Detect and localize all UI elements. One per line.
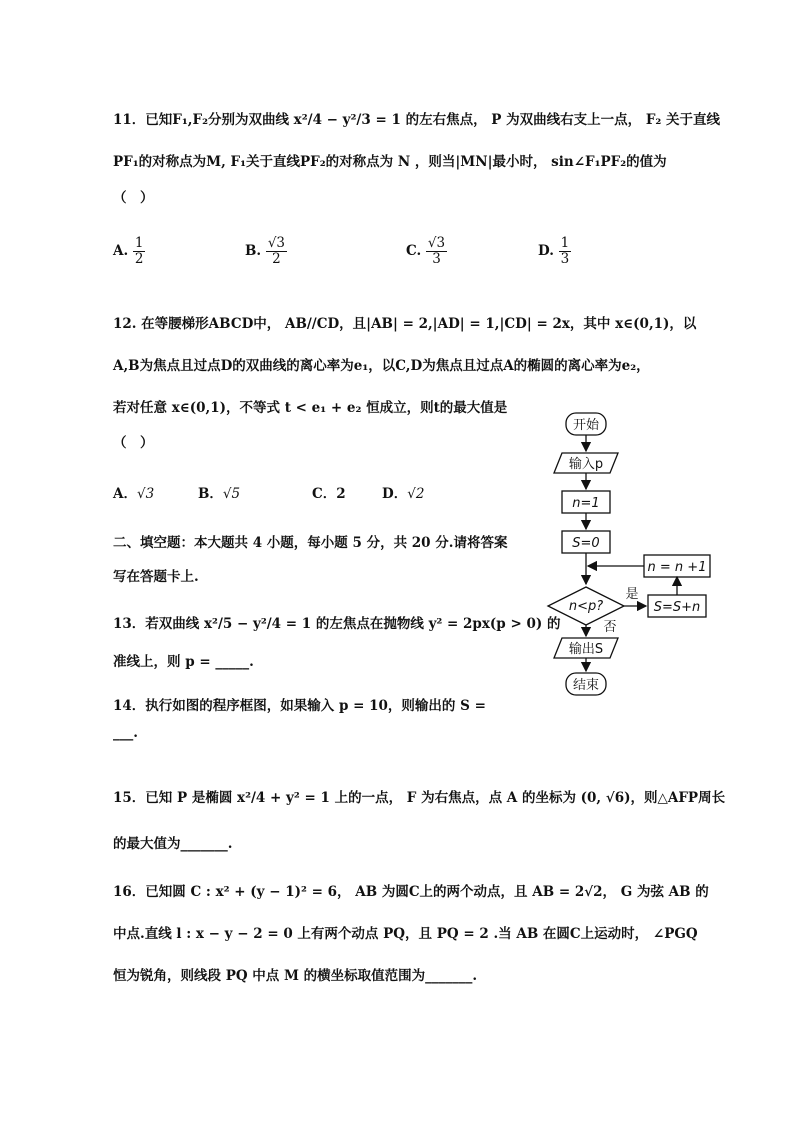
q12-option-b: B．√5: [198, 486, 241, 502]
yes-label: 是: [625, 587, 639, 602]
q15-line2: 的最大值为_______.: [113, 836, 233, 852]
q11-option-d: D. $\frac{1}{3}$: [538, 235, 570, 267]
end-label: 结束: [572, 678, 600, 693]
q12-option-d: D．√2: [382, 486, 425, 502]
q12-option-a: A．√3: [113, 486, 155, 502]
q14-line1: 14．执行如图的程序框图，如果输入 p = 10，则输出的 S =: [113, 698, 486, 714]
q16-line2: 中点.直线 l : x − y − 2 = 0 上有两个动点 PQ，且 PQ = 2 .当 AB 在圆C上运动时， ∠PGQ: [113, 926, 698, 942]
program-flowchart: [540, 405, 720, 700]
section2-line1: 二、填空题：本大题共 4 小题，每小题 5 分，共 20 分.请将答案: [113, 535, 508, 551]
q16-line3: 恒为锐角，则线段 PQ 中点 M 的横坐标取值范围为_______.: [113, 968, 478, 984]
start-label: 开始: [572, 418, 600, 433]
q12-option-c: C．2: [312, 486, 346, 502]
condition-label: n<p?: [568, 599, 604, 614]
update-s-label: S=S+n: [653, 600, 701, 615]
init-n-label: n=1: [572, 496, 600, 511]
q12-line1: 12. 在等腰梯形ABCD中， AB//CD，且|AB| = 2,|AD| = 1,|CD| = 2x，其中 x∈(0,1)，以: [113, 316, 697, 332]
section2-line2: 写在答题卡上.: [113, 569, 199, 585]
q12-paren: （ ）: [113, 435, 154, 451]
q11-line2: PF₁的对称点为M, F₁关于直线PF₂的对称点为 N ，则当|MN|最小时， sin∠F₁PF₂的值为: [113, 154, 667, 170]
q13-line2: 准线上，则 p = _____.: [113, 654, 254, 670]
no-label: 否: [603, 620, 617, 635]
q11-paren: （ ）: [113, 190, 154, 206]
q12-line3: 若对任意 x∈(0,1)，不等式 t < e₁ + e₂ 恒成立，则t的最大值是: [113, 400, 508, 416]
output-label: 输出S: [568, 642, 604, 657]
q13-line1: 13．若双曲线 x²/5 − y²/4 = 1 的左焦点在抛物线 y² = 2px(p > 0) 的: [113, 616, 561, 632]
input-label: 输入p: [568, 457, 604, 472]
update-n-label: n = n +1: [647, 560, 707, 575]
q14-line2: ___.: [113, 725, 138, 741]
q11-option-a: A. $\frac{1}{2}$: [113, 235, 144, 267]
q16-line1: 16．已知圆 C : x² + (y − 1)² = 6， AB 为圆C上的两个动点，且 AB = 2√2， G 为弦 AB 的: [113, 884, 709, 900]
q12-line2: A,B为焦点且过点D的双曲线的离心率为e₁，以C,D为焦点且过点A的椭圆的离心率为e₂，: [113, 358, 650, 374]
q15-line1: 15．已知 P 是椭圆 x²/4 + y² = 1 上的一点， F 为右焦点，点 A 的坐标为 (0, √6)，则△AFP周长: [113, 790, 726, 806]
init-s-label: S=0: [572, 536, 600, 551]
q11-option-b: B. $\frac{√3}{2}$: [245, 235, 286, 267]
q11-line1: 11．已知F₁,F₂分别为双曲线 x²/4 − y²/3 = 1 的左右焦点， P 为双曲线右支上一点， F₂ 关于直线: [113, 112, 721, 128]
q11-option-c: C. $\frac{√3}{3}$: [406, 235, 446, 267]
